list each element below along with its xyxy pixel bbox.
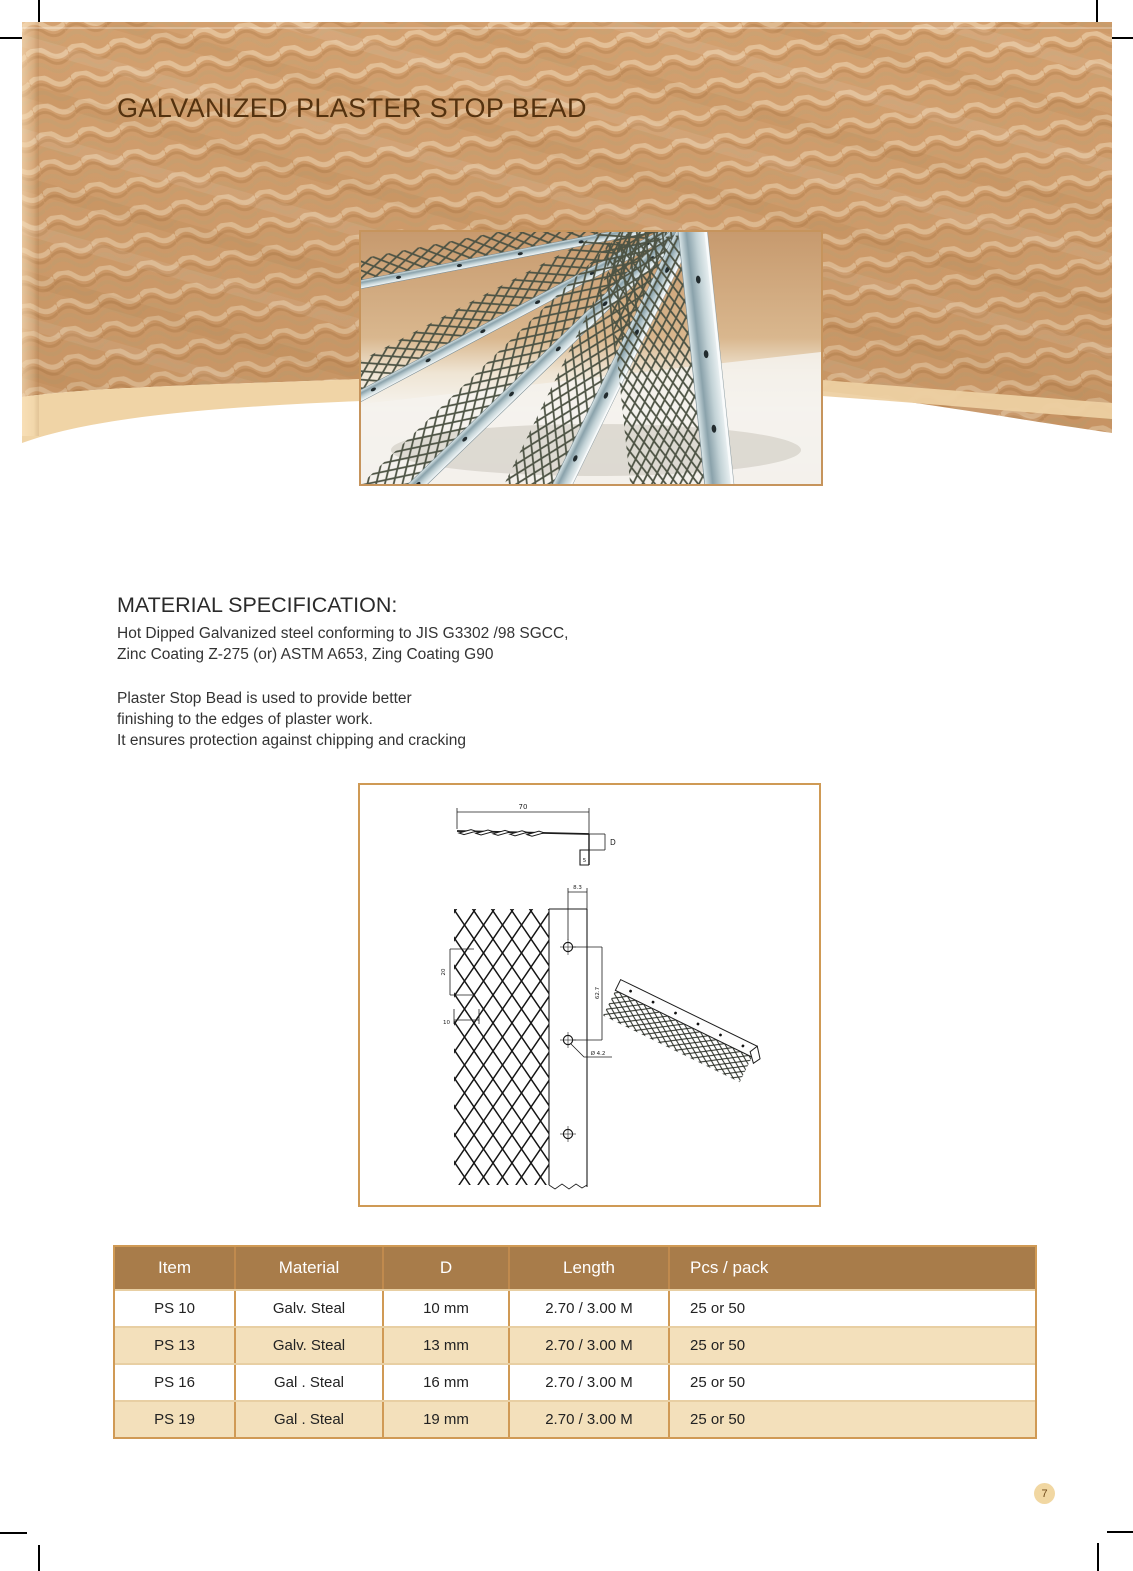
page-number: 7 bbox=[1041, 1487, 1048, 1500]
spec-line: Hot Dipped Galvanized steel conforming to JIS G3302 /98 SGCC, bbox=[117, 625, 569, 642]
table-cell: 2.70 / 3.00 M bbox=[510, 1328, 670, 1363]
technical-drawing bbox=[360, 785, 819, 1205]
table-cell: 13 mm bbox=[384, 1328, 510, 1363]
dim-mesh-long: 20 bbox=[441, 968, 447, 976]
spec-heading: MATERIAL SPECIFICATION: bbox=[117, 593, 398, 617]
table-row bbox=[115, 1289, 1035, 1326]
table-cell: 10 mm bbox=[384, 1291, 510, 1326]
table-header-row bbox=[115, 1247, 1035, 1289]
usage-line: Plaster Stop Bead is used to provide better bbox=[117, 690, 412, 707]
table-cell: Gal . Steal bbox=[236, 1365, 384, 1400]
crop-mark bbox=[1107, 1531, 1133, 1533]
table-cell: PS 16 bbox=[115, 1365, 236, 1400]
spec-paragraph bbox=[117, 623, 568, 665]
dim-hole-dia: Ø 4.2 bbox=[590, 1051, 606, 1057]
dim-flange-width: 70 bbox=[518, 803, 528, 811]
table-cell: 25 or 50 bbox=[690, 1374, 746, 1391]
crop-mark bbox=[38, 1545, 40, 1571]
dim-hole-edge: 8.3 bbox=[573, 885, 582, 891]
table-row bbox=[115, 1326, 1035, 1363]
spec-line: Zinc Coating Z-275 (or) ASTM A653, Zing Coating G90 bbox=[117, 646, 494, 663]
page-number-badge bbox=[1034, 1483, 1055, 1504]
technical-drawing-frame bbox=[358, 783, 821, 1207]
table-header-item: Item bbox=[115, 1247, 236, 1289]
table-cell: 2.70 / 3.00 M bbox=[510, 1402, 670, 1437]
spec-table bbox=[113, 1245, 1037, 1439]
table-cell: PS 19 bbox=[115, 1402, 236, 1437]
product-photo-frame bbox=[359, 230, 823, 486]
dim-return-lip: 5 bbox=[582, 858, 587, 864]
table-cell: 2.70 / 3.00 M bbox=[510, 1365, 670, 1400]
table-header-d: D bbox=[384, 1247, 510, 1289]
dim-mesh-short: 10 bbox=[443, 1020, 450, 1026]
product-photo bbox=[361, 232, 821, 484]
usage-paragraph bbox=[117, 688, 466, 751]
crop-mark bbox=[0, 1532, 27, 1534]
crop-mark bbox=[1096, 0, 1098, 23]
page-title: GALVANIZED PLASTER STOP BEAD bbox=[117, 93, 587, 123]
usage-line: finishing to the edges of plaster work. bbox=[117, 711, 373, 728]
table-row bbox=[115, 1400, 1035, 1437]
table-cell: 2.70 / 3.00 M bbox=[510, 1291, 670, 1326]
table-cell: Galv. Steal bbox=[236, 1291, 384, 1326]
dim-hole-spacing: 62.7 bbox=[595, 986, 601, 1000]
table-header-pcs: Pcs / pack bbox=[690, 1258, 769, 1277]
table-cell: 16 mm bbox=[384, 1365, 510, 1400]
crop-mark bbox=[1097, 1543, 1099, 1571]
table-header-length: Length bbox=[510, 1247, 670, 1289]
table-row bbox=[115, 1363, 1035, 1400]
table-cell: Galv. Steal bbox=[236, 1328, 384, 1363]
table-cell: 25 or 50 bbox=[690, 1300, 746, 1317]
table-cell: PS 13 bbox=[115, 1328, 236, 1363]
table-cell: 25 or 50 bbox=[690, 1411, 746, 1428]
table-cell: Gal . Steal bbox=[236, 1402, 384, 1437]
usage-line: It ensures protection against chipping and cracking bbox=[117, 732, 466, 749]
table-header-material: Material bbox=[236, 1247, 384, 1289]
dim-depth: D bbox=[610, 838, 616, 847]
table-cell: 25 or 50 bbox=[690, 1337, 746, 1354]
table-cell: PS 10 bbox=[115, 1291, 236, 1326]
table-cell: 19 mm bbox=[384, 1402, 510, 1437]
